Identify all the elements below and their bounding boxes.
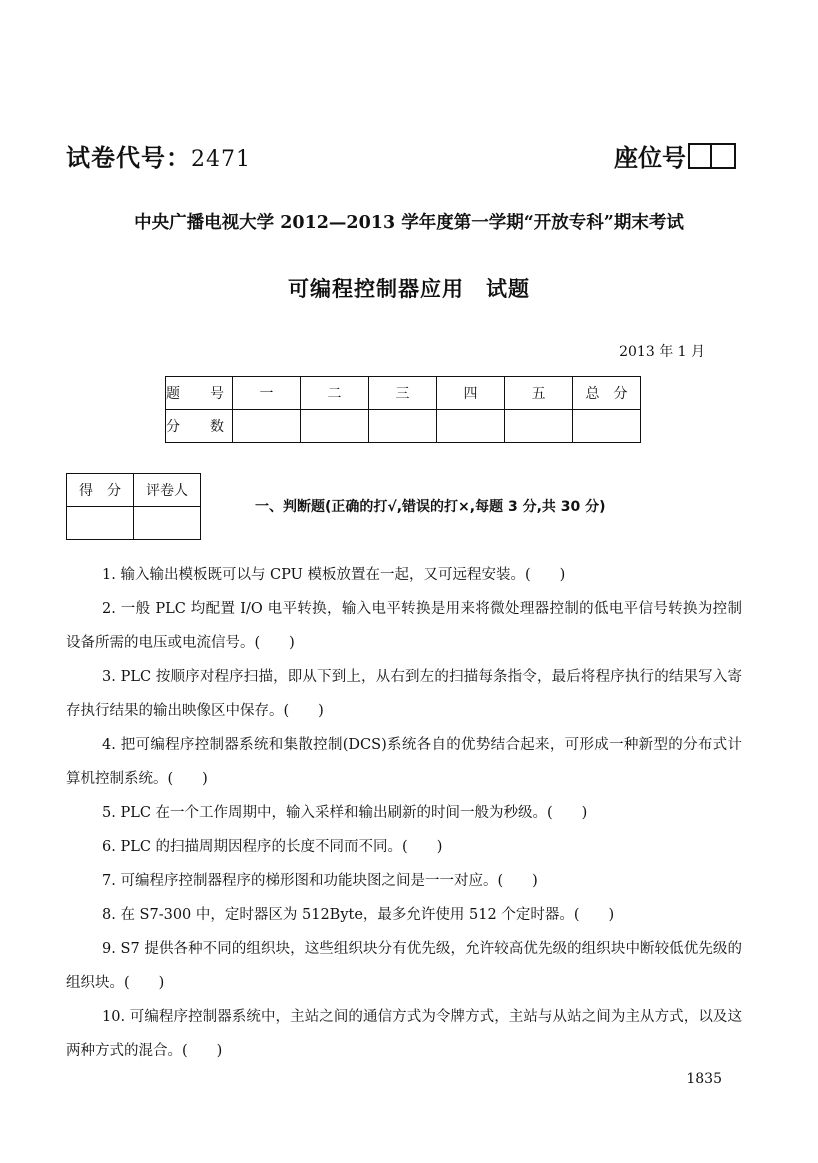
score-cell (301, 410, 369, 443)
question-item: 4. 把可编程序控制器系统和集散控制(DCS)系统各自的优势结合起来，可形成一种新型的分布式计算机控制系统。( ) (66, 737, 742, 787)
seat-number-boxes (688, 143, 736, 169)
section-title: 一、判断题(正确的打√,错误的打×,每题 3 分,共 30 分) (255, 499, 606, 515)
score-cell (437, 410, 505, 443)
score-cell (505, 410, 573, 443)
question-item: 5. PLC 在一个工作周期中，输入采样和输出刷新的时间一般为秒级。( ) (102, 805, 588, 821)
score-table-header-cell: 一 (233, 377, 301, 410)
seat-box (688, 143, 712, 169)
question-item: 8. 在 S7-300 中，定时器区为 512Byte，最多允许使用 512 个定时器。( ) (102, 907, 615, 923)
question-item: 6. PLC 的扫描周期因程序的长度不同而不同。( ) (102, 839, 443, 855)
paper-code (66, 138, 251, 173)
score-table-header-cell: 四 (437, 377, 505, 410)
grader-name-cell (134, 507, 201, 540)
score-cell (369, 410, 437, 443)
grader-score-cell (67, 507, 134, 540)
grader-name-label: 评卷人 (134, 474, 201, 507)
university-title: 中央广播电视大学 2012—2013 学年度第一学期“开放专科”期末考试 (134, 213, 684, 233)
question-item: 3. PLC 按顺序对程序扫描，即从下到上，从右到左的扫描每条指令，最后将程序执行的结果写入寄存执行结果的输出映像区中保存。( ) (66, 669, 742, 719)
seat-box (712, 143, 736, 169)
score-table (165, 376, 641, 443)
question-item: 7. 可编程序控制器程序的梯形图和功能块图之间是一一对应。( ) (102, 873, 538, 889)
question-item: 1. 输入输出模板既可以与 CPU 模板放置在一起，又可远程安装。( ) (102, 567, 566, 583)
paper-code-label: 试卷代号： (66, 144, 191, 172)
score-table-row-label: 分 数 (166, 410, 233, 443)
seat-number (614, 138, 736, 173)
score-cell (233, 410, 301, 443)
paper-code-value: 2471 (191, 147, 251, 172)
score-table-header-cell: 五 (505, 377, 573, 410)
exam-title: 可编程控制器应用 试题 (288, 277, 530, 301)
score-table-header-row (166, 377, 641, 410)
question-item: 2. 一般 PLC 均配置 I/O 电平转换，输入电平转换是用来将微处理器控制的低电平信号转换为控制设备所需的电压或电流信号。( ) (66, 601, 742, 651)
grader-score-label: 得 分 (67, 474, 134, 507)
score-table-header-cell: 题 号 (166, 377, 233, 410)
score-table-header-cell: 总 分 (573, 377, 641, 410)
question-item: 10. 可编程序控制器系统中，主站之间的通信方式为令牌方式，主站与从站之间为主从方式，以及这两种方式的混合。( ) (66, 1009, 742, 1059)
score-table-score-row (166, 410, 641, 443)
question-item: 9. S7 提供各种不同的组织块，这些组织块分有优先级，允许较高优先级的组织块中断较低优先级的组织块。( ) (66, 941, 742, 991)
score-table-header-cell: 三 (369, 377, 437, 410)
score-table-header-cell: 二 (301, 377, 369, 410)
question-list (66, 558, 742, 1068)
grader-table (66, 473, 201, 540)
seat-number-label: 座位号 (614, 144, 686, 172)
score-cell (573, 410, 641, 443)
exam-date: 2013 年 1 月 (619, 344, 705, 360)
page-number: 1835 (686, 1071, 722, 1087)
